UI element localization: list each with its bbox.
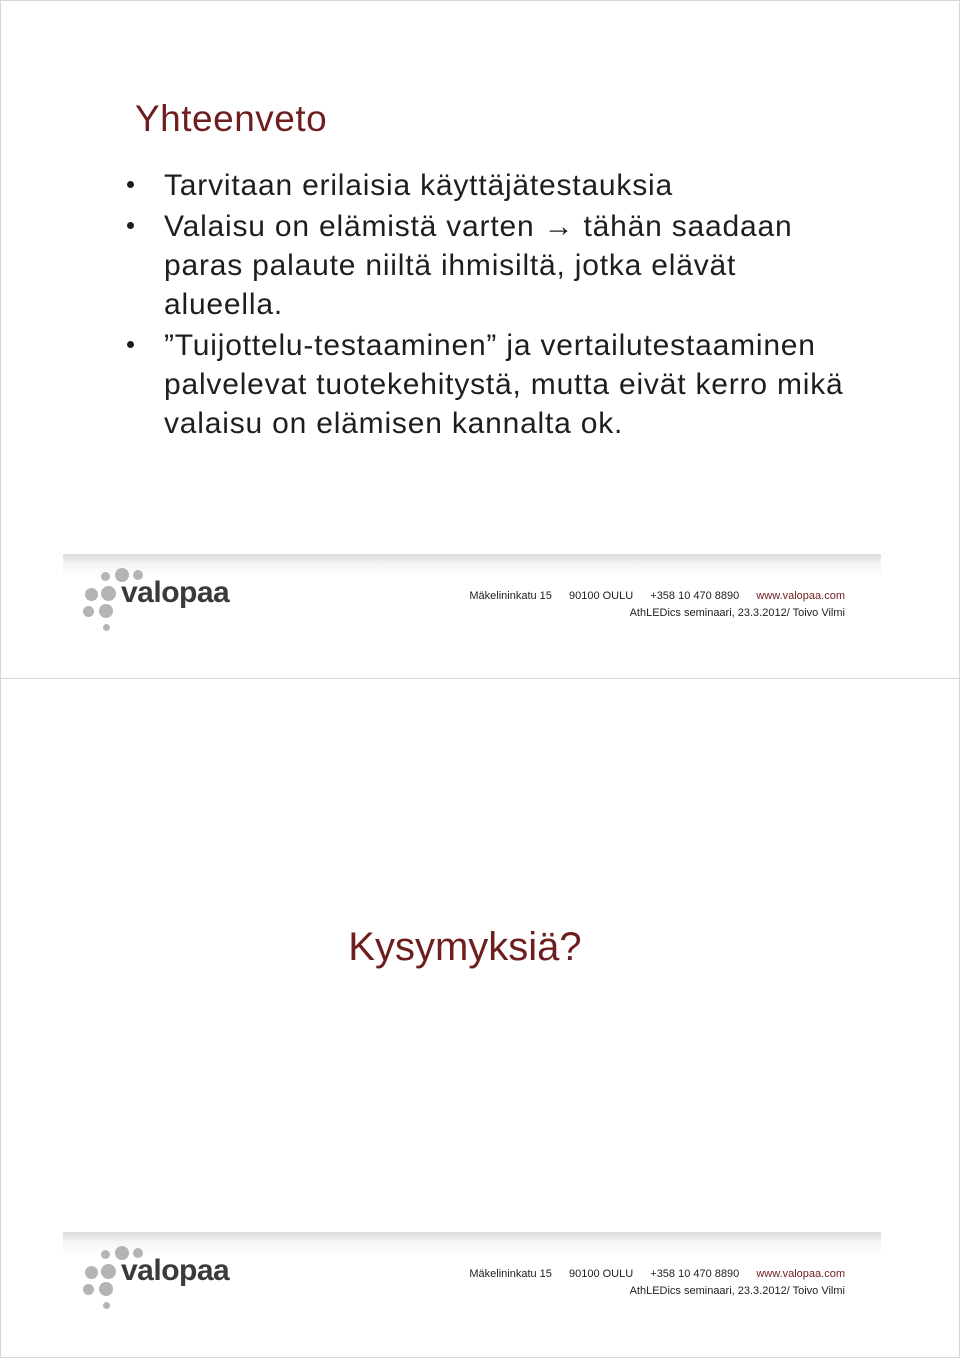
footer-address: Mäkelininkatu 15 [469,590,552,602]
footer-contact [469,1266,845,1300]
footer-city: 90100 OULU [568,590,634,602]
footer-address: Mäkelininkatu 15 [469,1268,552,1280]
footer-city: 90100 OULU [568,1268,634,1280]
footer-website-link[interactable]: www.valopaa.com [756,1268,845,1280]
bullet-item [127,326,847,443]
valopaa-logo [81,568,261,638]
slide-footer [63,1232,881,1352]
footer-event: AthLEDics seminaari, 23.3.2012/ Toivo Vilmi [629,1285,845,1297]
bullet-text: Tarvitaan erilaisia käyttäjätestauksia [164,169,673,202]
valopaa-logo [81,1246,261,1316]
logo-wordmark: valopaa [121,1254,230,1287]
bullet-item [127,166,847,205]
footer-phone: +358 10 470 8890 [650,590,740,602]
right-arrow-icon: → [543,210,575,243]
questions-heading: Kysymyksiä? [348,925,582,969]
slide-summary [0,0,960,678]
footer-contact [469,588,845,622]
bullet-list [127,166,847,445]
footer-phone: +358 10 470 8890 [650,1268,740,1280]
slide-questions [0,679,960,1358]
bullet-dot-icon [127,181,134,188]
logo-wordmark: valopaa [121,576,230,609]
slide-footer [63,554,881,674]
bullet-item [127,207,847,324]
bullet-dot-icon [127,341,134,348]
bullet-text: tähän saadaan paras palaute niiltä ihmisiltä, jotka elävät alueella. [164,210,793,321]
bullet-text: Valaisu on elämistä varten [164,210,544,243]
footer-website-link[interactable]: www.valopaa.com [756,590,845,602]
footer-event: AthLEDics seminaari, 23.3.2012/ Toivo Vilmi [629,607,845,619]
bullet-text: ”Tuijottelu-testaaminen” ja vertailutestaaminen palvelevat tuotekehitystä, mutta eivät kerro mikä valaisu on elämisen kannalta ok. [164,329,844,440]
slide-title: Yhteenveto [135,98,328,139]
bullet-dot-icon [127,222,134,229]
